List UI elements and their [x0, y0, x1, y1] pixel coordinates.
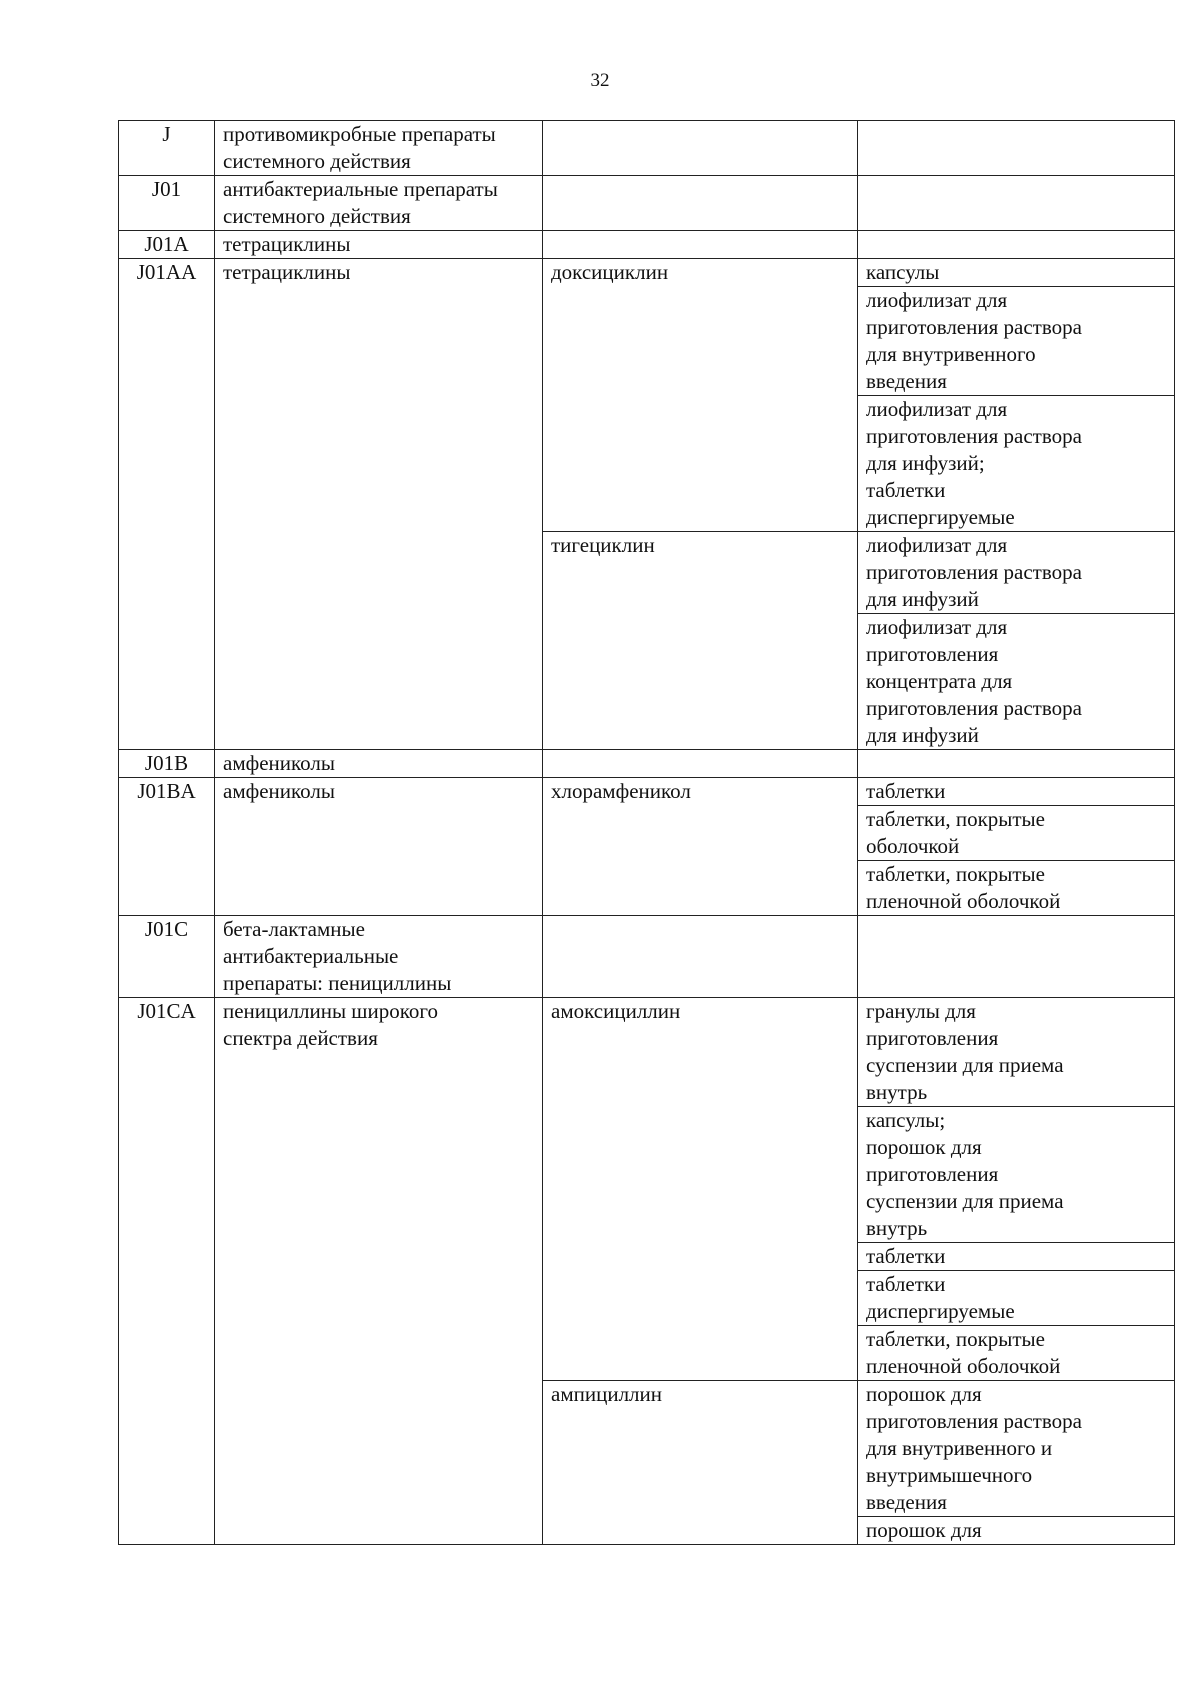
text-line: для внутривенного: [866, 342, 1036, 366]
group-name-cell: [215, 916, 543, 998]
text-line: пленочной оболочкой: [866, 889, 1061, 913]
dosage-form-cell: [858, 1326, 1175, 1381]
text-line: приготовления раствора: [866, 1409, 1082, 1433]
text-line: лиофилизат для: [866, 615, 1008, 639]
text-line: противомикробные препараты: [223, 122, 496, 146]
text-line: амфениколы: [223, 779, 335, 803]
atc-code-cell: J01C: [119, 916, 215, 998]
drug-name-cell: [543, 750, 858, 778]
atc-code-cell: J01: [119, 176, 215, 231]
text-line: капсулы: [866, 260, 940, 284]
table-row: [119, 176, 1175, 231]
atc-code-cell: J01BA: [119, 778, 215, 916]
text-line: лиофилизат для: [866, 533, 1008, 557]
text-line: приготовления раствора: [866, 315, 1082, 339]
dosage-form-cell: [858, 778, 1175, 806]
table-row: [119, 259, 1175, 287]
text-line: таблетки: [866, 1272, 946, 1296]
drug-name-cell: ампициллин: [543, 1381, 858, 1545]
text-line: диспергируемые: [866, 1299, 1015, 1323]
drug-name-cell: [543, 916, 858, 998]
text-line: внутримышечного: [866, 1463, 1033, 1487]
atc-code-cell: J: [119, 121, 215, 176]
group-name-cell: [215, 778, 543, 916]
text-line: диспергируемые: [866, 505, 1015, 529]
text-line: лиофилизат для: [866, 288, 1008, 312]
text-line: гранулы для: [866, 999, 976, 1023]
group-name-cell: [215, 998, 543, 1545]
text-line: амфениколы: [223, 751, 335, 775]
text-line: суспензии для приема: [866, 1053, 1064, 1077]
text-line: концентрата для: [866, 669, 1013, 693]
text-line: внутрь: [866, 1080, 928, 1104]
dosage-form-cell: [858, 861, 1175, 916]
dosage-form-cell: [858, 916, 1175, 998]
text-line: для инфузий: [866, 723, 979, 747]
text-line: приготовления: [866, 642, 999, 666]
atc-code-cell: J01CA: [119, 998, 215, 1545]
text-line: таблетки: [866, 478, 946, 502]
text-line: системного действия: [223, 204, 411, 228]
atc-code-cell: J01AA: [119, 259, 215, 750]
drug-name-cell: амоксициллин: [543, 998, 858, 1381]
dosage-form-cell: [858, 532, 1175, 614]
text-line: тетрациклины: [223, 232, 351, 256]
text-line: лиофилизат для: [866, 397, 1008, 421]
dosage-form-cell: [858, 1517, 1175, 1545]
dosage-form-cell: [858, 231, 1175, 259]
drug-name-cell: тигециклин: [543, 532, 858, 750]
text-line: тетрациклины: [223, 260, 351, 284]
group-name-cell: [215, 259, 543, 750]
text-line: системного действия: [223, 149, 411, 173]
text-line: порошок для: [866, 1135, 982, 1159]
text-line: приготовления раствора: [866, 424, 1082, 448]
dosage-form-cell: [858, 1381, 1175, 1517]
dosage-form-cell: [858, 259, 1175, 287]
drug-name-cell: хлорамфеникол: [543, 778, 858, 916]
table-row: [119, 916, 1175, 998]
group-name-cell: [215, 750, 543, 778]
dosage-form-cell: [858, 287, 1175, 396]
dosage-form-cell: [858, 1271, 1175, 1326]
table-row: [119, 750, 1175, 778]
table-row: [119, 121, 1175, 176]
text-line: таблетки: [866, 779, 946, 803]
text-line: бета-лактамные: [223, 917, 365, 941]
text-line: препараты: пенициллины: [223, 971, 452, 995]
text-line: пленочной оболочкой: [866, 1354, 1061, 1378]
text-line: оболочкой: [866, 834, 960, 858]
dosage-form-cell: [858, 614, 1175, 750]
group-name-cell: [215, 121, 543, 176]
page-number: 32: [590, 70, 610, 91]
drug-table: [118, 120, 1175, 1545]
text-line: приготовления раствора: [866, 560, 1082, 584]
dosage-form-cell: [858, 1107, 1175, 1243]
atc-code-cell: J01B: [119, 750, 215, 778]
dosage-form-cell: [858, 121, 1175, 176]
group-name-cell: [215, 176, 543, 231]
text-line: таблетки, покрытые: [866, 807, 1045, 831]
text-line: таблетки: [866, 1244, 946, 1268]
group-name-cell: [215, 231, 543, 259]
dosage-form-cell: [858, 806, 1175, 861]
atc-code-cell: J01A: [119, 231, 215, 259]
dosage-form-cell: [858, 998, 1175, 1107]
table-row: [119, 998, 1175, 1107]
text-line: внутрь: [866, 1216, 928, 1240]
text-line: суспензии для приема: [866, 1189, 1064, 1213]
text-line: таблетки, покрытые: [866, 862, 1045, 886]
text-line: приготовления раствора: [866, 696, 1082, 720]
text-line: приготовления: [866, 1162, 999, 1186]
text-line: введения: [866, 1490, 947, 1514]
text-line: антибактериальные препараты: [223, 177, 498, 201]
text-line: введения: [866, 369, 947, 393]
text-line: для внутривенного и: [866, 1436, 1053, 1460]
text-line: антибактериальные: [223, 944, 399, 968]
drug-name-cell: [543, 176, 858, 231]
text-line: порошок для: [866, 1382, 982, 1406]
table-row: [119, 231, 1175, 259]
text-line: пенициллины широкого: [223, 999, 438, 1023]
dosage-form-cell: [858, 750, 1175, 778]
text-line: порошок для: [866, 1518, 982, 1542]
text-line: для инфузий;: [866, 451, 985, 475]
table-row: [119, 778, 1175, 806]
dosage-form-cell: [858, 176, 1175, 231]
text-line: спектра действия: [223, 1026, 378, 1050]
text-line: таблетки, покрытые: [866, 1327, 1045, 1351]
drug-name-cell: [543, 121, 858, 176]
text-line: капсулы;: [866, 1108, 946, 1132]
dosage-form-cell: [858, 396, 1175, 532]
drug-name-cell: [543, 231, 858, 259]
drug-name-cell: доксициклин: [543, 259, 858, 532]
text-line: для инфузий: [866, 587, 979, 611]
dosage-form-cell: [858, 1243, 1175, 1271]
text-line: приготовления: [866, 1026, 999, 1050]
